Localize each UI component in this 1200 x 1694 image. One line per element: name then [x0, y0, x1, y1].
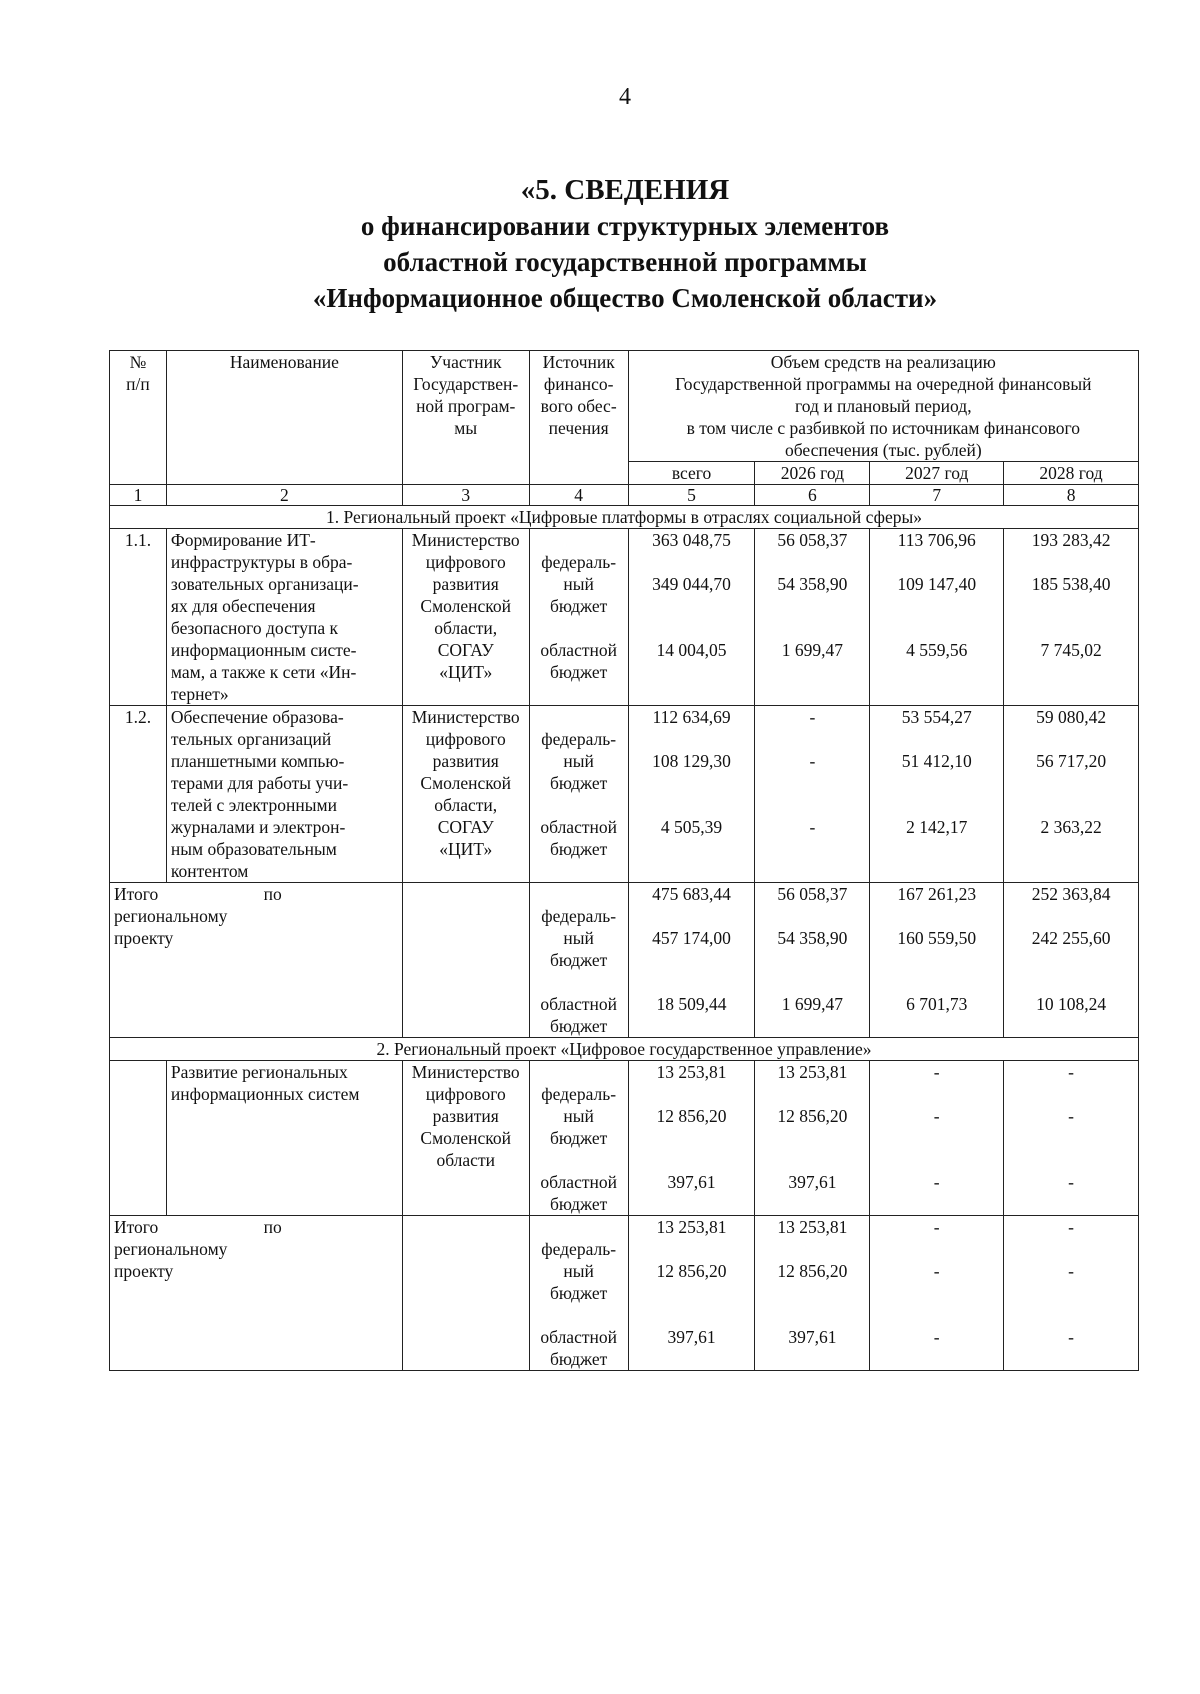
column-number: 1: [110, 485, 167, 506]
source-federal-label: бюджет: [550, 1283, 608, 1303]
row-name-line: телей с электронными: [170, 795, 337, 815]
row-number: [110, 1061, 167, 1216]
header-num: № п/п: [110, 351, 167, 485]
row-name-line: инфраструктуры в обра-: [170, 552, 353, 572]
row-participant-line: СОГАУ: [437, 817, 494, 837]
amount-regional: 4 559,56: [906, 640, 968, 660]
row-name-line: мам, а также к сети «Ин-: [170, 662, 357, 682]
row-participant-line: Смоленской: [420, 596, 512, 616]
amount-total: 112 634,69: [652, 707, 731, 727]
header-2026: 2026 год: [755, 462, 870, 485]
amount-regional: -: [1068, 1172, 1074, 1192]
amount-regional: -: [933, 1327, 940, 1347]
amount-federal: 185 538,40: [1031, 574, 1111, 594]
source-cell: [529, 706, 628, 883]
source-cell: [529, 529, 628, 706]
row-participant-line: развития: [432, 1106, 499, 1126]
amount-cell: [870, 529, 1004, 706]
amount-total: 59 080,42: [1036, 707, 1107, 727]
column-number: 4: [529, 485, 628, 506]
row-participant-line: Министерство: [411, 530, 520, 550]
amount-cell: [755, 706, 870, 883]
amount-regional: 397,61: [667, 1327, 716, 1347]
amount-cell: [870, 706, 1004, 883]
source-regional-label: бюджет: [550, 839, 608, 859]
amount-cell: [755, 1216, 870, 1371]
amount-regional: 6 701,73: [906, 994, 968, 1014]
amount-federal: 242 255,60: [1031, 928, 1111, 948]
amount-federal: 12 856,20: [777, 1106, 848, 1126]
amount-regional: 14 004,05: [656, 640, 727, 660]
row-name-line: информационным систе-: [170, 640, 357, 660]
section-title: 2. Региональный проект «Цифровое государственное управление»: [110, 1038, 1139, 1061]
row-participant: [402, 529, 529, 706]
amount-federal: 54 358,90: [777, 574, 848, 594]
source-cell: [529, 883, 628, 1038]
row-participant-line: области: [436, 1150, 495, 1170]
source-federal-label: бюджет: [550, 1128, 608, 1148]
source-federal-label: федераль-: [541, 1084, 617, 1104]
header-total: всего: [628, 462, 755, 485]
row-name-line: Обеспечение образова-: [170, 707, 344, 727]
row-participant-line: «ЦИТ»: [439, 839, 493, 859]
row-participant: [402, 706, 529, 883]
header-participant: Участник Государствен- ной програм- мы: [402, 351, 529, 485]
amount-federal: 12 856,20: [656, 1261, 727, 1281]
amount-total: 363 048,75: [652, 530, 731, 550]
header-2028: 2028 год: [1004, 462, 1139, 485]
amount-total: 252 363,84: [1031, 884, 1111, 904]
subtotal-participant: [402, 883, 529, 1038]
amount-cell: [628, 529, 755, 706]
section-title: 1. Региональный проект «Цифровые платформы в отраслях социальной сферы»: [110, 506, 1139, 529]
amount-total: -: [933, 1062, 940, 1082]
source-federal-label: ный: [563, 1106, 594, 1126]
amount-federal: -: [1068, 1261, 1074, 1281]
title-line-1: «5. СВЕДЕНИЯ: [520, 174, 730, 206]
header-volume: Объем средств на реализацию Государственной программы на очередной финансовый год и плановый период, в том числе с разбивкой по источникам финансового обеспечения (тыс. рублей): [628, 351, 1138, 462]
source-federal-label: ный: [563, 574, 594, 594]
row-number: 1.2.: [110, 706, 167, 883]
amount-total: -: [933, 1217, 940, 1237]
program-row: [110, 1061, 1139, 1216]
amount-total: 167 261,23: [897, 884, 977, 904]
column-number: 7: [870, 485, 1004, 506]
row-participant-line: области,: [434, 618, 498, 638]
amount-federal: 12 856,20: [656, 1106, 727, 1126]
row-participant-line: Министерство: [411, 707, 520, 727]
source-federal-label: федераль-: [541, 1239, 617, 1259]
amount-regional: 1 699,47: [781, 994, 844, 1014]
program-row: [110, 706, 1139, 883]
source-federal-label: федераль-: [541, 729, 617, 749]
amount-federal: 109 147,40: [897, 574, 977, 594]
row-name: [166, 1061, 402, 1216]
row-name-line: тернет»: [170, 684, 229, 704]
title-line-4: «Информационное общество Смоленской области»: [312, 283, 938, 313]
row-participant-line: Смоленской: [420, 1128, 512, 1148]
amount-cell: [755, 1061, 870, 1216]
row-participant: [402, 1061, 529, 1216]
header-row: [110, 351, 1139, 462]
amount-cell: [628, 1061, 755, 1216]
amount-federal: 51 412,10: [901, 751, 972, 771]
amount-cell: [628, 883, 755, 1038]
row-name-line: тельных организаций: [170, 729, 332, 749]
amount-total: -: [1068, 1062, 1074, 1082]
amount-federal: 457 174,00: [652, 928, 731, 948]
amount-cell: [870, 883, 1004, 1038]
subtotal-label: Итого по региональному проекту: [110, 883, 403, 1038]
source-regional-label: бюджет: [550, 662, 608, 682]
row-participant-line: цифрового: [425, 1084, 506, 1104]
source-regional-label: областной: [540, 1172, 617, 1192]
amount-cell: [870, 1216, 1004, 1371]
row-number: 1.1.: [110, 529, 167, 706]
amount-total: 53 554,27: [901, 707, 972, 727]
amount-regional: -: [933, 1172, 940, 1192]
amount-total: -: [1068, 1217, 1074, 1237]
source-regional-label: областной: [540, 1327, 617, 1347]
amount-cell: [1004, 706, 1139, 883]
source-federal-label: ный: [563, 1261, 594, 1281]
row-name-line: зовательных организаци-: [170, 574, 359, 594]
source-regional-label: бюджет: [550, 1016, 608, 1036]
row-name-line: планшетными компью-: [170, 751, 345, 771]
header-source: Источник финансо- вого обес- печения: [529, 351, 628, 485]
amount-total: -: [809, 707, 816, 727]
amount-cell: [870, 1061, 1004, 1216]
amount-federal: -: [809, 751, 816, 771]
amount-federal: 12 856,20: [777, 1261, 848, 1281]
row-name-line: ях для обеспечения: [170, 596, 316, 616]
source-federal-label: бюджет: [550, 596, 608, 616]
amount-federal: 54 358,90: [777, 928, 848, 948]
amount-federal: 56 717,20: [1036, 751, 1107, 771]
amount-total: 193 283,42: [1031, 530, 1111, 550]
amount-total: 13 253,81: [777, 1217, 848, 1237]
page-number: 4: [619, 84, 631, 110]
amount-cell: [628, 1216, 755, 1371]
amount-total: 475 683,44: [652, 884, 731, 904]
subtotal-row: [110, 1216, 1139, 1371]
amount-regional: 397,61: [788, 1327, 837, 1347]
row-name-line: безопасного доступа к: [170, 618, 339, 638]
amount-cell: [628, 706, 755, 883]
row-participant-line: развития: [432, 574, 499, 594]
financing-table: [109, 350, 1139, 1371]
source-federal-label: ный: [563, 928, 594, 948]
amount-cell: [1004, 1061, 1139, 1216]
amount-total: 13 253,81: [656, 1217, 727, 1237]
row-name-line: журналами и электрон-: [170, 817, 346, 837]
source-cell: [529, 1216, 628, 1371]
amount-regional: 1 699,47: [781, 640, 844, 660]
source-regional-label: бюджет: [550, 1194, 608, 1214]
header-2027: 2027 год: [870, 462, 1004, 485]
source-regional-label: бюджет: [550, 1349, 608, 1369]
amount-federal: 349 044,70: [652, 574, 731, 594]
subtotal-label: Итого по региональному проекту: [110, 1216, 403, 1371]
column-number: 8: [1004, 485, 1139, 506]
column-number-row: [110, 485, 1139, 506]
column-number: 6: [755, 485, 870, 506]
row-participant-line: цифрового: [425, 729, 506, 749]
row-name-line: ным образовательным: [170, 839, 337, 859]
row-name-line: информационных систем: [170, 1084, 360, 1104]
amount-regional: 10 108,24: [1036, 994, 1107, 1014]
amount-cell: [755, 883, 870, 1038]
amount-federal: 160 559,50: [897, 928, 977, 948]
row-name: [166, 706, 402, 883]
amount-regional: 397,61: [667, 1172, 716, 1192]
source-federal-label: бюджет: [550, 773, 608, 793]
amount-federal: -: [933, 1106, 940, 1126]
title-line-3: областной государственной программы: [383, 247, 867, 277]
amount-cell: [1004, 529, 1139, 706]
amount-total: 113 706,96: [897, 530, 976, 550]
amount-total: 13 253,81: [656, 1062, 727, 1082]
subtotal-row: [110, 883, 1139, 1038]
source-federal-label: федераль-: [541, 552, 617, 572]
row-participant-line: развития: [432, 751, 499, 771]
title-line-2: о финансировании структурных элементов: [360, 211, 890, 241]
section-header-row: [110, 1038, 1139, 1061]
amount-regional: 7 745,02: [1040, 640, 1102, 660]
amount-regional: 2 142,17: [906, 817, 968, 837]
row-participant-line: Министерство: [411, 1062, 520, 1082]
amount-total: 56 058,37: [777, 884, 848, 904]
amount-regional: 397,61: [788, 1172, 837, 1192]
amount-federal: 108 129,30: [652, 751, 731, 771]
source-regional-label: областной: [540, 817, 617, 837]
amount-regional: -: [809, 817, 816, 837]
amount-regional: 18 509,44: [656, 994, 727, 1014]
amount-cell: [1004, 1216, 1139, 1371]
source-federal-label: федераль-: [541, 906, 617, 926]
row-participant-line: Смоленской: [420, 773, 512, 793]
source-regional-label: областной: [540, 994, 617, 1014]
amount-cell: [1004, 883, 1139, 1038]
document-title: [0, 172, 1200, 316]
row-participant-line: СОГАУ: [437, 640, 494, 660]
column-number: 5: [628, 485, 755, 506]
row-name-line: контентом: [170, 861, 249, 881]
source-federal-label: бюджет: [550, 950, 608, 970]
amount-regional: 4 505,39: [660, 817, 723, 837]
row-name: [166, 529, 402, 706]
amount-total: 13 253,81: [777, 1062, 848, 1082]
row-participant-line: цифрового: [425, 552, 506, 572]
amount-federal: -: [933, 1261, 940, 1281]
row-name-line: Формирование ИТ-: [170, 530, 316, 550]
row-name-line: Развитие региональных: [170, 1062, 348, 1082]
amount-federal: -: [1068, 1106, 1074, 1126]
amount-regional: 2 363,22: [1040, 817, 1102, 837]
source-cell: [529, 1061, 628, 1216]
source-federal-label: ный: [563, 751, 594, 771]
amount-regional: -: [1068, 1327, 1074, 1347]
subtotal-participant: [402, 1216, 529, 1371]
amount-total: 56 058,37: [777, 530, 848, 550]
row-participant-line: области,: [434, 795, 498, 815]
amount-cell: [755, 529, 870, 706]
program-row: [110, 529, 1139, 706]
row-name-line: терами для работы учи-: [170, 773, 349, 793]
row-participant-line: «ЦИТ»: [439, 662, 493, 682]
section-header-row: [110, 506, 1139, 529]
header-name: Наименование: [166, 351, 402, 485]
source-regional-label: областной: [540, 640, 617, 660]
column-number: 2: [166, 485, 402, 506]
column-number: 3: [402, 485, 529, 506]
